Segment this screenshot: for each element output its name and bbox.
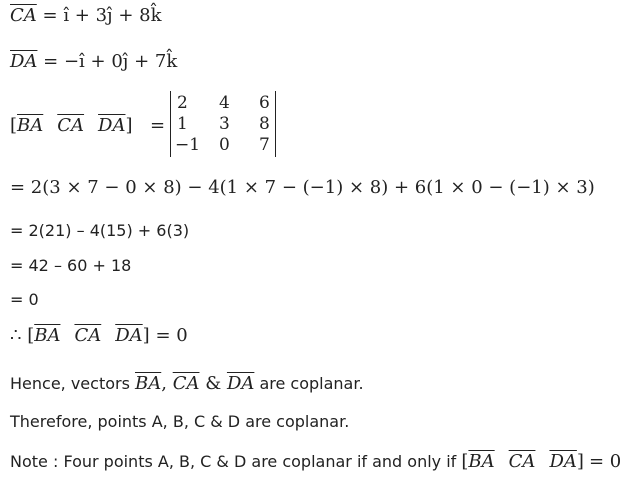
matrix-cell: 0 [219,135,230,155]
det-vector-ba: $\overline{BA}$ [17,115,44,136]
hence-sep-2: & [199,373,227,394]
note-vector-ba: $\overline{BA}$ [468,451,495,472]
matrix-cell: 6 [259,93,270,113]
matrix-cell: 3 [219,114,230,134]
ca-vector-equation [10,6,162,26]
therefore-symbol: ∴ [10,325,22,346]
determinant-expansion: = 2(3 × 7 − 0 × 8) − 4(1 × 7 − (−1) × 8) + 6(1 × 0 − (−1) × 3) [10,177,595,198]
matrix-cell: 4 [219,93,230,113]
matrix-cell: 1 [177,114,188,134]
therefore-rhs: = 0 [155,325,188,346]
hence-suffix: are coplanar. [254,374,364,393]
therefore-vector-ba: $\overline{BA}$ [34,325,61,346]
hence-vector-ba: $\overline{BA}$ [135,373,162,394]
matrix-cell: −1 [175,135,201,155]
matrix-row-3 [177,135,269,157]
det-vector-da: $\overline{DA}$ [98,115,126,136]
hence-statement [10,374,364,394]
calc-step-2: = 42 – 60 + 18 [10,256,132,275]
right-bracket: ] [125,115,133,136]
hence-sep-1: , [161,373,173,394]
left-bracket: [ [27,325,35,346]
ca-vector-rhs: = î + 3ĵ + 8k̂ [42,5,162,26]
determinant-matrix [170,91,276,157]
right-bracket: ] [576,451,584,472]
matrix-cell: 8 [259,114,270,134]
note-vector-ca: $\overline{CA}$ [508,451,536,472]
note-rhs: = 0 [589,451,622,472]
conclusion-statement: Therefore, points A, B, C & D are coplanar. [10,412,350,431]
hence-vector-ca: $\overline{CA}$ [172,373,200,394]
da-vector-name: $\overline{DA}$ [10,51,38,72]
ca-vector-name: $\overline{CA}$ [10,5,37,26]
note-text: Note : Four points A, B, C & D are coplanar if and only if [10,452,462,471]
hence-vector-da: $\overline{DA}$ [226,373,255,394]
note-vector-da: $\overline{DA}$ [549,451,577,472]
calc-step-1: = 2(21) – 4(15) + 6(3) [10,221,190,240]
therefore-statement [10,326,188,346]
matrix-cell: 7 [259,135,270,155]
scalar-triple-product [10,115,133,136]
matrix-row-2 [177,114,269,136]
right-bracket: ] [142,325,150,346]
det-vector-ca: $\overline{CA}$ [57,115,85,136]
matrix-row-1 [177,93,269,115]
left-bracket: [ [10,115,18,136]
left-bracket: [ [461,451,469,472]
note-statement [10,452,621,472]
calc-step-3: = 0 [10,290,39,309]
therefore-vector-ca: $\overline{CA}$ [74,325,102,346]
det-equals: = [150,115,166,136]
matrix-cell: 2 [177,93,188,113]
therefore-vector-da: $\overline{DA}$ [115,325,143,346]
da-vector-rhs: = −î + 0ĵ + 7k̂ [43,51,178,72]
da-vector-equation [10,52,177,72]
hence-prefix: Hence, vectors [10,374,135,393]
